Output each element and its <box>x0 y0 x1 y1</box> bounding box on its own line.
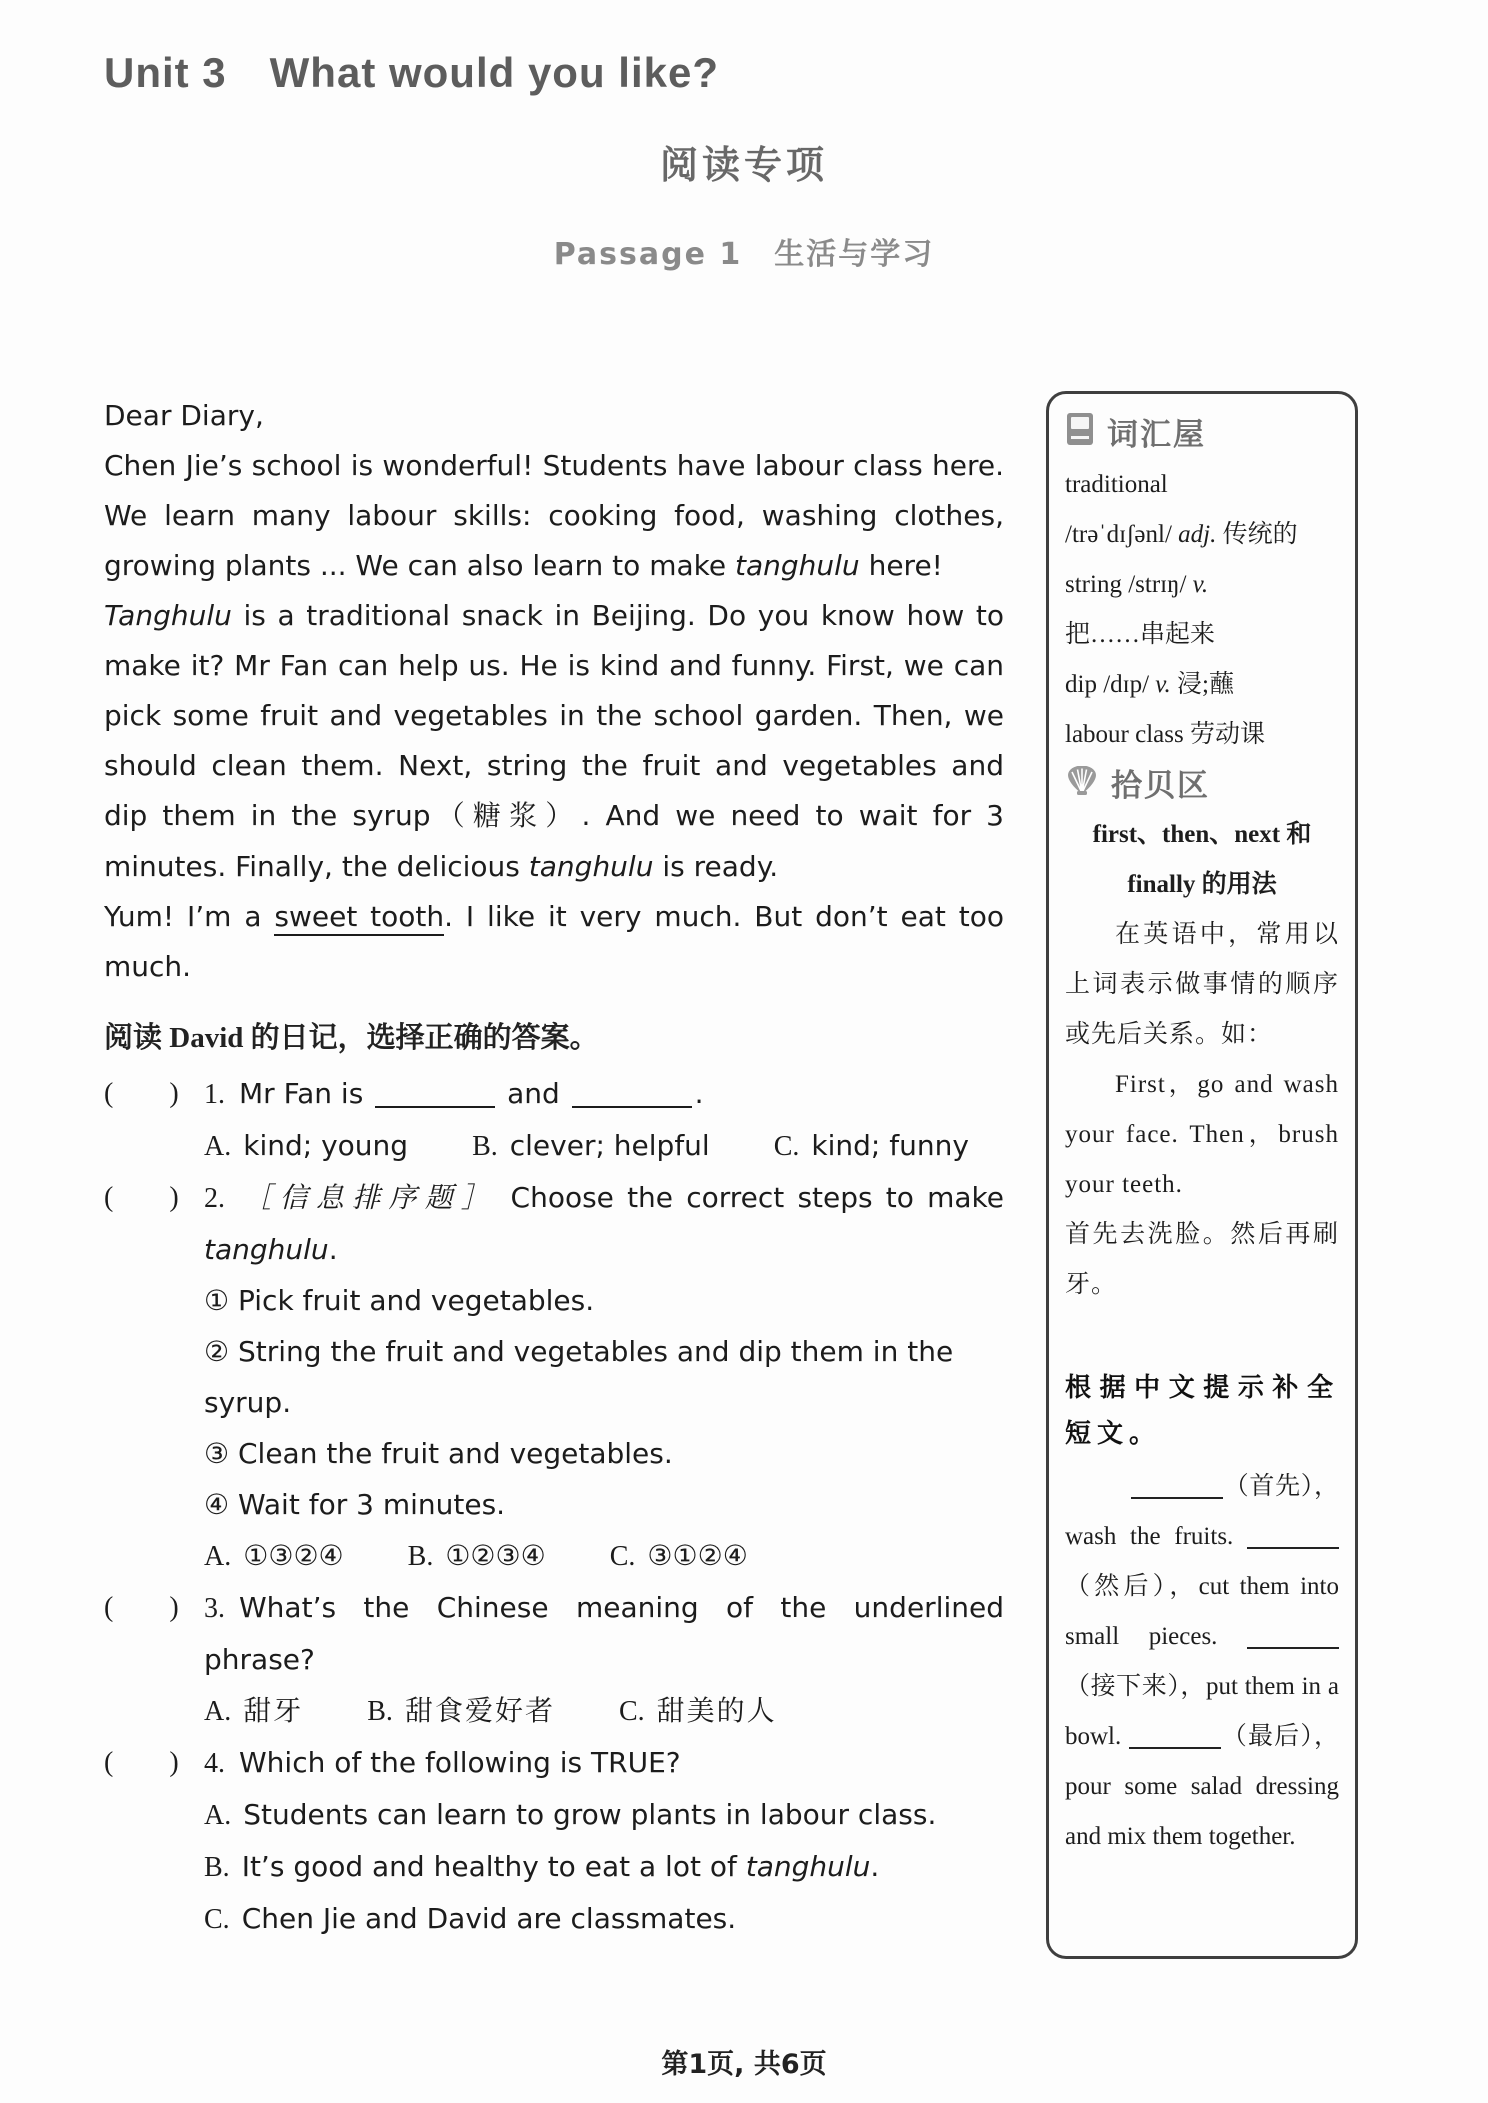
text-segment: . And we need to wait for 3 minutes. Finally, the delicious <box>104 799 1004 883</box>
text-segment: . I like it very much. But don’t eat too much. <box>104 900 1004 983</box>
options-row <box>204 1685 1004 1737</box>
question-item <box>104 1737 1004 1945</box>
question-body <box>204 1737 1004 1945</box>
text-segment: kind; funny <box>811 1129 969 1162</box>
text-segment: ④ Wait for 3 minutes. <box>204 1488 506 1521</box>
vocab-entry <box>1065 510 1339 560</box>
options-row <box>204 1530 1004 1582</box>
text-segment: Which of the following is TRUE? <box>239 1746 681 1779</box>
options-row <box>204 1120 1004 1172</box>
text-segment: is a traditional snack in Beijing. Do you know how to make it? Mr Fan can help us. He is kind and funny. First, we can pick some fruit and vegetables in the school garden. Then, we should clean them. Next, string the fruit and vegetables and dip them in the syrup <box>104 599 1004 832</box>
option-label: C. <box>773 1131 800 1162</box>
text-segment: ① Pick fruit and vegetables. <box>204 1284 595 1317</box>
answer-bracket: ( ) <box>104 1078 179 1109</box>
text-segment: （最后），pour some salad dressing and mix them together. <box>1065 1723 1339 1850</box>
text-segment: v. <box>1155 671 1171 698</box>
vocab-header-label: 词汇屋 <box>1107 417 1206 452</box>
text-segment: labour class 劳动课 <box>1065 721 1265 748</box>
text-segment: 甜食爱好者 <box>404 1696 555 1727</box>
text-segment: 甜牙 <box>243 1696 304 1727</box>
answer-bracket: ( ) <box>104 1592 179 1623</box>
tips-header-label: 拾贝区 <box>1111 768 1210 803</box>
text-segment: （首先），wash the fruits. <box>1065 1473 1339 1550</box>
exercise-instruction: 阅读 David 的日记，选择正确的答案。 <box>104 1022 599 1054</box>
text-segment: . <box>328 1233 338 1266</box>
shell-icon <box>1065 764 1099 808</box>
option-label: B. <box>472 1131 498 1162</box>
vocab-entry <box>1065 610 1339 660</box>
blank-line <box>1247 1525 1339 1549</box>
ordering-step <box>204 1479 1004 1530</box>
option-label: B. <box>204 1852 230 1883</box>
question-body <box>204 1172 1004 1582</box>
text-segment: （接下来），put them in a bowl. <box>1065 1673 1339 1750</box>
vocab-list <box>1065 460 1339 760</box>
tips-paragraph: 首先去洗脸。然后再刷牙。 <box>1065 1221 1339 1298</box>
page-number-footer: 第1页, 共6页 <box>661 2049 827 2080</box>
blank-line <box>1131 1475 1223 1499</box>
ordering-step <box>204 1275 1004 1326</box>
question-body <box>204 1068 1004 1172</box>
text-segment: here! <box>859 549 943 582</box>
blank-line <box>1129 1725 1221 1749</box>
text-segment: traditional <box>1065 471 1168 498</box>
text-segment: . <box>694 1077 704 1110</box>
text-segment: ③①②④ <box>647 1539 748 1572</box>
option-item <box>619 1694 777 1727</box>
option-item <box>408 1539 546 1572</box>
main-column <box>104 391 1004 1945</box>
text-segment: 甜美的人 <box>656 1696 777 1727</box>
text-segment: Chen Jie and David are classmates. <box>241 1902 737 1935</box>
tips-title: first、then、next 和 finally 的用法 <box>1092 821 1312 898</box>
passage-paragraph <box>104 391 1004 441</box>
question-number: 4. <box>204 1748 225 1779</box>
text-segment: ［信息排序题］ <box>239 1183 498 1214</box>
option-item <box>204 1539 344 1572</box>
question-item <box>104 1068 1004 1172</box>
ordering-step <box>204 1326 1004 1428</box>
text-segment: Chen Jie’s school is wonderful! Students have labour class here. We learn many labour skills: cooking food, washing clothes, growing plants ... We can also learn to make <box>104 449 1004 582</box>
text-segment: Mr Fan is <box>239 1077 373 1110</box>
option-item <box>472 1129 710 1162</box>
fill-exercise-header: 根据中文提示补全短文。 <box>1065 1372 1339 1448</box>
answer-bracket: ( ) <box>104 1182 179 1213</box>
text-segment: dip /dɪp/ <box>1065 671 1156 698</box>
text-segment: v. <box>1192 571 1209 598</box>
option-item <box>204 1694 303 1727</box>
tips-paragraph: 在英语中，常用以上词表示做事情的顺序或先后关系。如： <box>1065 921 1339 1048</box>
text-segment: /trəˈdɪʃənl/ <box>1065 521 1179 548</box>
text-segment: ①③②④ <box>243 1539 344 1572</box>
option-label: C. <box>609 1541 636 1572</box>
text-segment: Students can learn to grow plants in labour class. <box>243 1798 937 1831</box>
text-segment: What’s the Chinese meaning of the underlined phrase? <box>204 1591 1004 1676</box>
question-item <box>104 1582 1004 1737</box>
passage-paragraph <box>104 892 1004 992</box>
text-segment: It’s good and healthy to eat a lot of <box>241 1850 746 1883</box>
vocab-entry <box>1065 710 1339 760</box>
blank-line <box>375 1080 495 1108</box>
option-label: C. <box>204 1904 230 1935</box>
vocab-entry <box>1065 560 1339 610</box>
text-segment: （然后），cut them into small pieces. <box>1065 1573 1339 1650</box>
text-segment: Choose the correct steps to make <box>497 1181 1004 1214</box>
option-label: C. <box>618 1696 645 1727</box>
text-segment: clever; helpful <box>509 1129 710 1162</box>
passage-heading: Passage 1 生活与学习 <box>553 237 935 272</box>
question-number: 3. <box>204 1593 225 1624</box>
question-item <box>104 1172 1004 1582</box>
text-segment: ③ Clean the fruit and vegetables. <box>204 1437 673 1470</box>
fill-exercise-paragraph <box>1065 1462 1339 1862</box>
option-label: B. <box>367 1696 393 1727</box>
text-segment: sweet tooth <box>274 900 444 936</box>
vocab-entry <box>1065 460 1339 510</box>
option-label: A. <box>204 1131 232 1162</box>
text-segment: tanghulu <box>734 549 860 582</box>
text-segment: is ready. <box>653 850 779 883</box>
option-item <box>204 1841 1004 1893</box>
text-segment: Tanghulu <box>104 599 232 632</box>
text-segment: and <box>498 1077 569 1110</box>
option-item <box>774 1129 969 1162</box>
option-item <box>610 1539 748 1572</box>
answer-bracket: ( ) <box>104 1747 179 1778</box>
question-number: 1. <box>204 1079 225 1110</box>
option-item <box>204 1789 1004 1841</box>
option-label: A. <box>204 1541 232 1572</box>
option-item <box>367 1694 555 1727</box>
text-segment: （糖浆） <box>430 801 582 832</box>
text-segment: string /strɪŋ/ <box>1065 571 1193 598</box>
option-item <box>204 1893 1004 1945</box>
option-item <box>204 1129 408 1162</box>
text-segment: 传统的 <box>1216 521 1298 548</box>
blank-line <box>1247 1625 1339 1649</box>
sidebar-box <box>1046 391 1358 1959</box>
section-title: 阅读专项 <box>659 143 828 187</box>
question-body <box>204 1582 1004 1737</box>
question-number: 2. <box>204 1183 225 1214</box>
diary-passage <box>104 391 1004 992</box>
text-segment: Yum! I’m a <box>104 900 275 933</box>
text-segment: tanghulu <box>528 850 654 883</box>
text-segment: Dear Diary, <box>104 399 264 432</box>
option-label: A. <box>204 1696 232 1727</box>
option-label: A. <box>204 1800 232 1831</box>
vocab-section-header <box>1065 412 1339 458</box>
vocab-entry <box>1065 660 1339 710</box>
passage-paragraph <box>104 441 1004 591</box>
unit-title: Unit 3 What would you like? <box>104 49 720 96</box>
text-segment: ①②③④ <box>445 1539 546 1572</box>
text-segment: ② String the fruit and vegetables and dip them in the syrup. <box>204 1335 954 1419</box>
text-segment: tanghulu <box>204 1233 329 1266</box>
passage-paragraph <box>104 591 1004 892</box>
ordering-step <box>204 1428 1004 1479</box>
question-list <box>104 1068 1004 1945</box>
option-label: B. <box>407 1541 434 1572</box>
text-segment: tanghulu <box>745 1850 871 1883</box>
content-columns <box>104 391 1488 1959</box>
tips-paragraphs <box>1065 910 1339 1310</box>
text-segment: 把……串起来 <box>1065 621 1216 648</box>
text-segment: adj. <box>1178 521 1217 548</box>
book-icon <box>1065 412 1095 458</box>
text-segment: 浸;蘸 <box>1170 671 1234 698</box>
text-segment: kind; young <box>243 1129 409 1162</box>
tips-section-header <box>1065 764 1339 808</box>
tips-paragraph: First，go and wash your face. Then，brush your teeth. <box>1065 1071 1339 1198</box>
blank-line <box>572 1080 692 1108</box>
text-segment: . <box>870 1850 880 1883</box>
